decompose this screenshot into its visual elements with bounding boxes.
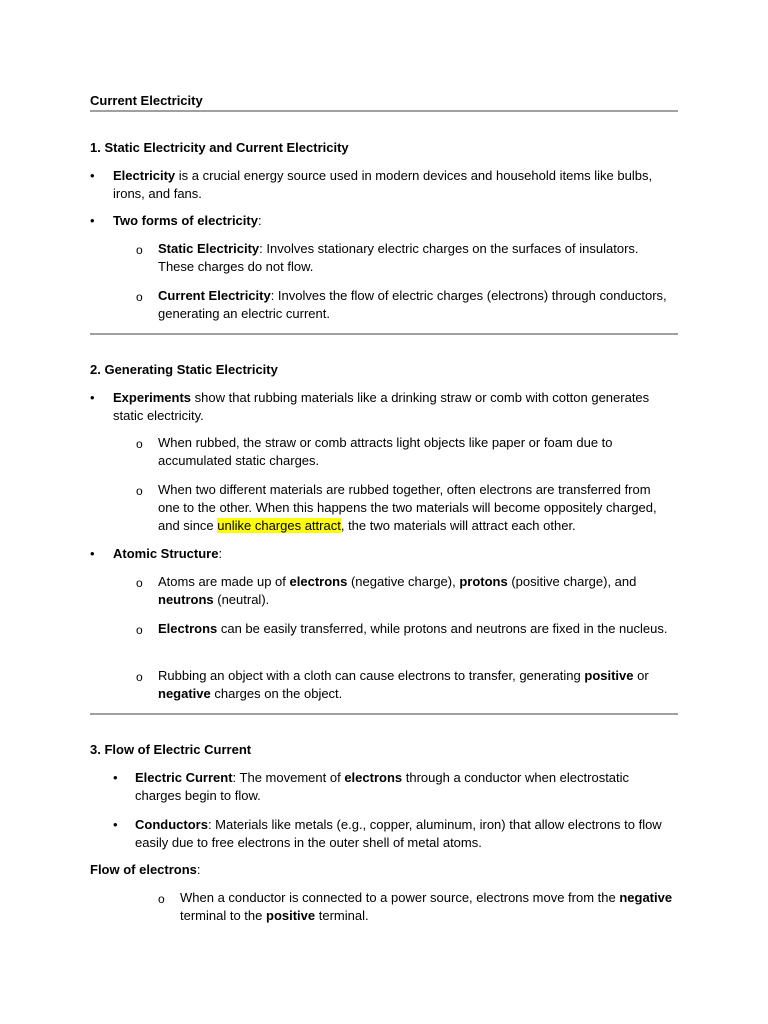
divider xyxy=(90,713,678,715)
sub-bullet-marker: o xyxy=(136,437,143,451)
sub-list-item: Atoms are made up of electrons (negative charge), protons (positive charge), and neutrons (neutral). xyxy=(158,574,637,607)
sub-bullet-marker: o xyxy=(136,290,143,304)
section-heading-3: 3. Flow of Electric Current xyxy=(90,742,252,757)
sub-bullet-marker: o xyxy=(136,670,143,684)
bullet-marker: • xyxy=(90,213,95,228)
list-item: Experiments show that rubbing materials like a drinking straw or comb with cotton generates static electricity. xyxy=(113,390,650,423)
section-heading-2: 2. Generating Static Electricity xyxy=(90,362,278,377)
bullet-marker: • xyxy=(113,817,118,832)
list-item: Electric Current: The movement of electrons through a conductor when electrostatic charges begin to flow. xyxy=(135,770,630,803)
sub-bullet-marker: o xyxy=(136,484,143,498)
sub-list-item: Electrons can be easily transferred, while protons and neutrons are fixed in the nucleus. xyxy=(158,621,668,636)
list-item: Electricity is a crucial energy source used in modern devices and household items like bulbs, irons, and fans. xyxy=(113,168,653,201)
bullet-marker: • xyxy=(90,168,95,183)
divider xyxy=(90,110,678,112)
flow-of-electrons-label: Flow of electrons: xyxy=(90,862,201,877)
list-item: Conductors: Materials like metals (e.g., copper, aluminum, iron) that allow electrons to flow easily due to free electrons in the outer shell of metal atoms. xyxy=(135,817,662,850)
sub-bullet-marker: o xyxy=(136,243,143,257)
sub-list-item: When two different materials are rubbed together, often electrons are transferred from one to the other. When this happens the two materials will become oppositely charged, and since unlike charges attract, the two materials will attract each other. xyxy=(158,482,657,533)
sub-list-item: When a conductor is connected to a power source, electrons move from the negative terminal to the positive terminal. xyxy=(180,890,673,923)
divider xyxy=(90,333,678,335)
sub-list-item: When rubbed, the straw or comb attracts light objects like paper or foam due to accumulated static charges. xyxy=(158,435,613,468)
document-title: Current Electricity xyxy=(90,93,203,108)
bullet-marker: • xyxy=(113,770,118,785)
list-item: Atomic Structure: xyxy=(113,546,223,561)
sub-bullet-marker: o xyxy=(136,576,143,590)
sub-list-item: Current Electricity: Involves the flow of electric charges (electrons) through conductors, generating an electric current. xyxy=(158,288,667,321)
section-heading-1: 1. Static Electricity and Current Electricity xyxy=(90,140,349,155)
sub-list-item: Rubbing an object with a cloth can cause electrons to transfer, generating positive or negative charges on the object. xyxy=(158,668,649,701)
bullet-marker: • xyxy=(90,390,95,405)
sub-bullet-marker: o xyxy=(158,892,165,906)
highlighted-text: unlike charges attract xyxy=(217,518,341,533)
sub-bullet-marker: o xyxy=(136,623,143,637)
list-item: Two forms of electricity: xyxy=(113,213,262,228)
sub-list-item: Static Electricity: Involves stationary electric charges on the surfaces of insulators. These charges do not flow. xyxy=(158,241,639,274)
bullet-marker: • xyxy=(90,546,95,561)
